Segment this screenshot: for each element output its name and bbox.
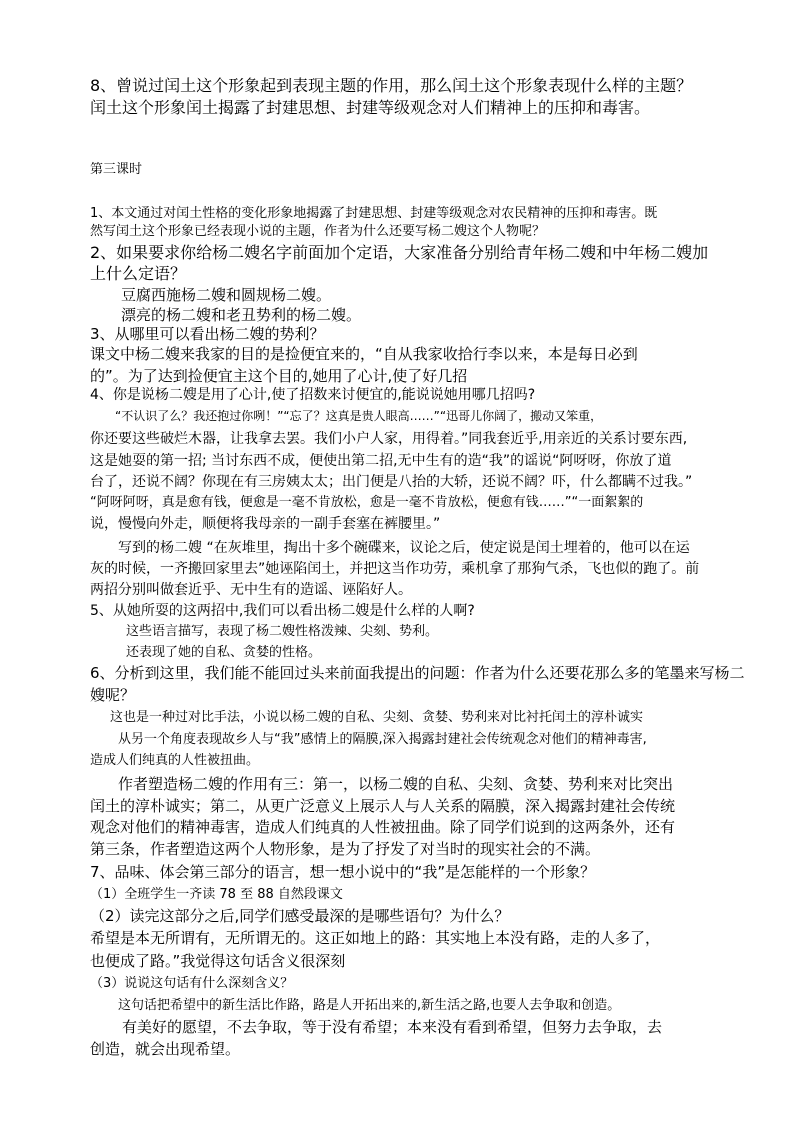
answer-line: 豆腐西施杨二嫂和圆规杨二嫂。 — [121, 286, 332, 304]
question-6: 6、分析到这里，我们能不能回过头来前面我提出的问题：作者为什么还要花那么多的笔墨来写杨二 — [90, 664, 745, 682]
paragraph-line: 这句话把希望中的新生活比作路，路是人开拓出来的,新生活之路,也要人去争取和创造。 — [118, 998, 621, 1013]
paragraph-line: 然写闰土这个形象已经表现小说的主题，作者为什么还要写杨二嫂这个人物呢？ — [90, 224, 546, 239]
paragraph-line: 这是她耍的第一招; 当讨东西不成，便使出第二招,无中生有的造“我”的谣说“阿呀呀，你放了道 — [90, 453, 672, 469]
paragraph-line: 上什么定语？ — [90, 264, 187, 283]
question-7: 7、品味、体会第三部分的语言，想一想小说中的“我”是怎能样的一个形象？ — [90, 863, 596, 881]
paragraph-line: 1、本文通过对闰土性格的变化形象地揭露了封建思想、封建等级观念对农民精神的压抑和毒害。既 — [90, 206, 658, 221]
question-2: 2、如果要求你给杨二嫂名字前面加个定语，大家准备分别给青年杨二嫂和中年杨二嫂加 — [90, 243, 709, 262]
question-5: 5、从她所耍的这两招中,我们可以看出杨二嫂是什么样的人啊? — [90, 603, 475, 619]
subquestion-3: （3）说说这句话有什么深刻含义？ — [90, 976, 294, 991]
question-3: 3、从哪里可以看出杨二嫂的势利？ — [90, 325, 325, 343]
paragraph-line: 也便成了路。”我觉得这句话含义很深刻 — [90, 952, 346, 970]
paragraph-line: 希望是本无所谓有，无所谓无的。这正如地上的路：其实地上本没有路，走的人多了， — [90, 929, 661, 947]
question-8: 8、曾说过闰土这个形象起到表现主题的作用，那么闰土这个形象表现什么样的主题？ — [90, 76, 693, 95]
subquestion-2: （2）读完这部分之后,同学们感受最深的是哪些语句？为什么？ — [90, 907, 510, 925]
paragraph-line: 创造，就会出现希望。 — [90, 1040, 241, 1058]
subquestion-1: （1）全班学生一齐读 78 至 88 自然段课文 — [90, 887, 343, 902]
section-heading: 第三课时 — [90, 162, 143, 177]
paragraph-line: 作者塑造杨二嫂的作用有三：第一，以杨二嫂的自私、尖刻、贪婪、势利来对比突出 — [118, 775, 674, 793]
paragraph-line: 第三条，作者塑造这两个人物形象，是为了抒发了对当时的现实社会的不满。 — [90, 840, 601, 858]
paragraph-line: 有美好的愿望，不去争取，等于没有希望；本来没有看到希望，但努力去争取，去 — [122, 1018, 663, 1036]
answer-8: 闰土这个形象闰土揭露了封建思想、封建等级观念对人们精神上的压抑和毒害。 — [90, 98, 651, 117]
paragraph-line: 灰的时候，一齐搬回家里去”她诬陷闰土，并把这当作功劳，乘机拿了那狗气杀，飞也似的跑了。前 — [90, 561, 700, 577]
answer-line: 还表现了她的自私、贪婪的性格。 — [126, 645, 322, 660]
paragraph-line: 两招分别叫做套近乎、无中生有的造谣、诬陷好人。 — [90, 582, 412, 598]
paragraph-line: 的”。为了达到捡便宜主这个目的,她用了心计,使了好几招 — [90, 367, 468, 385]
answer-line: 漂亮的杨二嫂和老丑势利的杨二嫂。 — [121, 306, 362, 324]
paragraph-line: 说，慢慢向外走，顺便将我母亲的一副手套塞在裤腰里。” — [90, 516, 441, 532]
paragraph-line: 课文中杨二嫂来我家的目的是捡便宜来的，“自从我家收拾行李以来，本是每日必到 — [90, 345, 638, 363]
paragraph-line: 你还要这些破烂木器，让我拿去罢。我们小户人家，用得着。”同我套近乎,用亲近的关系讨要东西, — [90, 431, 688, 447]
paragraph-line: 观念对他们的精神毒害，造成人们纯真的人性被扭曲。除了同学们说到的这两条外，还有 — [90, 818, 676, 836]
paragraph-line: 台了，还说不阔？你现在有三房姨太太；出门便是八抬的大轿，还说不阔？吓，什么都瞒不过我。” — [90, 474, 693, 490]
paragraph-line: 闰土的淳朴诚实；第二，从更广泛意义上展示人与人关系的隔膜，深入揭露封建社会传统 — [90, 797, 676, 815]
quote-line: “不认识了么？我还抱过你咧！”“忘了？这真是贵人眼高……”“迅哥儿你阔了，搬动又笨重， — [115, 409, 603, 423]
paragraph-line: 从另一个角度表现故乡人与“我”感情上的隔膜,深入揭露封建社会传统观念对他们的精神毒害, — [118, 732, 647, 747]
paragraph-line: 造成人们纯真的人性被扭曲。 — [90, 753, 260, 768]
paragraph-line: 这也是一种过对比手法，小说以杨二嫂的自私、尖刻、贪婪、势利来对比衬托闰土的淳朴诚实 — [110, 710, 644, 725]
paragraph-line: “阿呀阿呀，真是愈有钱，便愈是一毫不肯放松，愈是一毫不肯放松，便愈有钱……”“一面絮絮的 — [90, 495, 644, 510]
answer-line: 这些语言描写，表现了杨二嫂性格泼辣、尖刻、势利。 — [126, 624, 439, 639]
question-4: 4、你是说杨二嫂是用了心计,使了招数来讨便宜的,能说说她用哪几招吗? — [90, 387, 536, 403]
paragraph-line: 写到的杨二嫂 “在灰堆里，掏出十多个碗碟来，议论之后，使定说是闰土埋着的，他可以在运 — [118, 540, 690, 556]
paragraph-line: 嫂呢？ — [90, 686, 136, 704]
